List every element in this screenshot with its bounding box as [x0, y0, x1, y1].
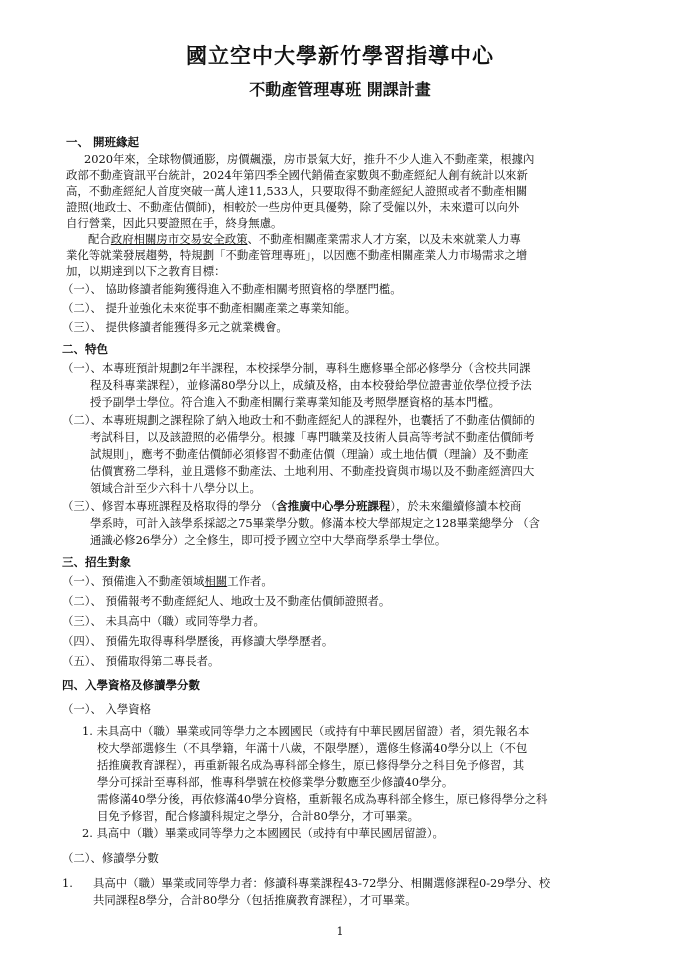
section1-p1-line: 自行營業，因此只要證照在手，終身無慮。	[66, 216, 283, 230]
credits-number: 1.	[62, 876, 73, 890]
section1-p1-line: 2020年來，全球物價通膨，房價飆漲，房市景氣大好，推升不少人進入不動產業，根據內	[84, 152, 535, 166]
admission-line: 2. 具高中（職）畢業或同等學力之本國國民（或持有中華民國居留證）。	[82, 826, 444, 840]
goal-item: （二）、 提升並強化未來從事不動產相關產業之專業知能。	[62, 301, 357, 315]
section1-p2-line: 加，以期達到以下之教育目標：	[66, 264, 226, 278]
audience-item: （二）、 預備報考不動產經紀人、地政士及不動產估價師證照者。	[62, 594, 391, 608]
feature-line: （二）、本專班規劃之課程除了納入地政士和不動產經紀人的課程外，也囊括了不動產估價師的	[62, 413, 535, 427]
feature-line: 通識必修26學分）之全修生，即可授予國立空中大學商學系學士學位。	[90, 533, 447, 547]
audience-item: （四）、 預備先取得專科學歷後，再修讀大學學歷者。	[62, 634, 334, 648]
feature3-bold: 含推廣中心學分班課程	[276, 499, 391, 513]
admission-line: 學分可採計至專科部，惟專科學號在校修業學分數應至少修讀40學分。	[97, 775, 454, 789]
feature-line: 程及科專業課程），並修滿80學分以上，成績及格，由本校發給學位證書並依學位授予法	[90, 378, 532, 392]
feature-line: 考試科目，以及該證照的必備學分。根據「專門職業及技術人員高等考試不動產估價師考	[90, 430, 535, 444]
feature-line: 估價實務二學科，並且選修不動產法、土地利用、不動產投資與市場以及不動產經濟四大	[90, 464, 535, 478]
section1-p2-pre: 配合	[88, 232, 111, 246]
policy-link-text: 政府相關房市交易安全政策	[110, 232, 248, 246]
audience-item: （三）、 未具高中（職）或同等學力者。	[62, 614, 265, 628]
feature3-post: ），於未來繼續修讀本校商	[390, 499, 522, 513]
section1-p1-line: 高，不動產經紀人首度突破一萬人達11,533人，只要取得不動產經紀人證照或者不動產相關	[66, 184, 528, 198]
feature-line: 領域合計至少六科十八學分以上。	[90, 481, 261, 495]
section1-p2-post: 、不動產相關產業需求人才方案，以及未來就業人力專	[247, 232, 521, 246]
section1-p2-line: 業化等就業發展趨勢，特規劃「不動產管理專班」，以因應不動產相關產業人力市場需求之增	[66, 248, 528, 262]
feature-line: 授予副學士學位。符合進入不動產相關行業專業知能及考照學歷資格的基本門檻。	[90, 395, 501, 409]
audience1-pre: （一）、預備進入不動產領域	[62, 574, 205, 588]
section1-heading: 一、 開班緣起	[66, 135, 140, 149]
page-number: 1	[336, 925, 344, 938]
section1-p1-line: 證照(地政士、不動產估價師)，相較於一些房仲更具優勢，除了受僱以外，未來還可以向外	[66, 200, 520, 214]
goal-item: （一）、 協助修讀者能夠獲得進入不動產相關考照資格的學歷門檻。	[62, 282, 402, 296]
goal-item: （三）、 提供修讀者能獲得多元之就業機會。	[62, 320, 288, 334]
admission-line: 校大學部選修生（不具學籍，年滿十八歲，不限學歷），選修生修滿40學分以上（不包	[97, 741, 528, 755]
feature3-pre: （三）、修習本專班課程及格取得的學分 （	[62, 499, 277, 513]
audience-item: （五）、 預備取得第二專長者。	[62, 654, 220, 668]
admission-line: 目免予修習，配合修讀科規定之學分，合計80學分，才可畢業。	[97, 809, 420, 823]
credits-line: 共同課程8學分，合計80學分（包括推廣教育課程），才可畢業。	[93, 893, 417, 907]
audience1-link: 相關	[204, 574, 228, 588]
section1-p1-line: 政部不動產資訊平台統計，2024年第四季全國代銷備查家數與不動產經紀人創有統計以來新	[66, 168, 528, 182]
section3-heading: 三、招生對象	[62, 555, 131, 569]
feature-line: 試規則」，應考不動產估價師必須修習不動產估價（理論）或土地估價（理論）及不動產	[90, 447, 529, 461]
feature-line: （一）、本專班預計規劃2年半課程，本校採學分制，專科生應修畢全部必修學分（含校共同課	[62, 361, 531, 375]
admission-subheading: （一）、 入學資格	[62, 702, 152, 716]
section2-heading: 二、特色	[62, 342, 108, 356]
feature-line: 學系時，可計入該學系採認之75畢業學分數。修滿本校大學部規定之128畢業總學分 （含	[90, 516, 540, 530]
document-title: 國立空中大學新竹學習指導中心	[186, 44, 494, 68]
document-subtitle: 不動產管理專班 開課計畫	[249, 80, 431, 99]
admission-line: 1. 未具高中（職）畢業或同等學力之本國國民（或持有中華民國居留證）者，須先報名本	[82, 724, 530, 738]
credits-subheading: （二）、修讀學分數	[62, 851, 159, 865]
section4-heading: 四、入學資格及修讀學分數	[62, 678, 200, 692]
section1-p2-line	[88, 231, 521, 247]
feature-line	[62, 498, 521, 514]
audience1-post: 工作者。	[227, 574, 273, 588]
credits-line: 具高中（職）畢業或同等學力者：修讀科專業課程43-72學分、相關選修課程0-29學分、校	[93, 876, 551, 890]
admission-line: 需修滿40學分後，再依修滿40學分資格，重新報名成為專科部全修生，原已修得學分之科	[97, 792, 548, 806]
audience-item	[62, 573, 273, 589]
admission-line: 括推廣教育課程），再重新報名成為專科部全修生，原已修得學分之科目免予修習，其	[97, 758, 525, 772]
